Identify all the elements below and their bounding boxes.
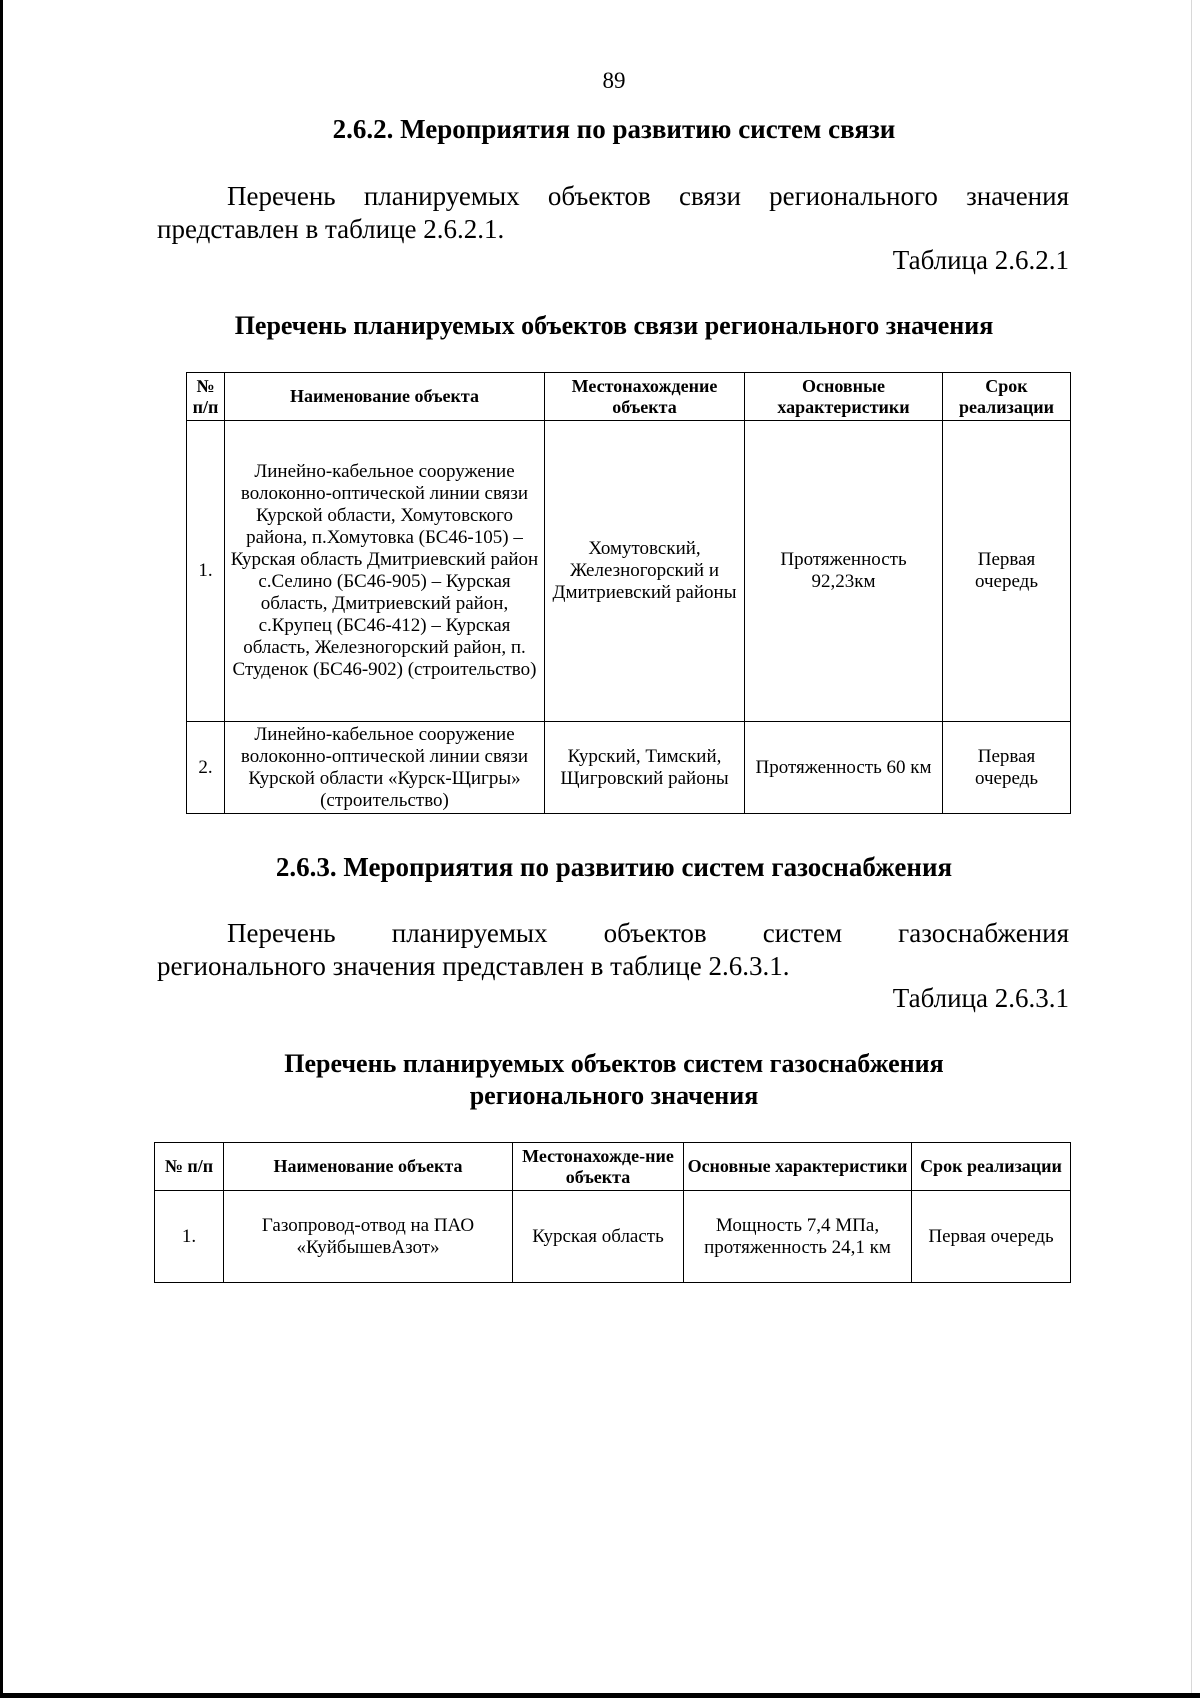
table-cell: Первая очередь — [943, 421, 1071, 722]
table-cell: Линейно-кабельное сооружение волоконно-оптической линии связи Курской области «Курск-Щигры» (строительство) — [225, 722, 545, 814]
table-title-2631-line2: регионального значения — [469, 1081, 759, 1110]
section-263-paragraph-line2: регионального значения представлен в таблице 2.6.3.1. — [157, 951, 790, 981]
table-row — [155, 1191, 1071, 1283]
table-cell: Мощность 7,4 МПа, протяженность 24,1 км — [684, 1191, 912, 1283]
section-262-paragraph-line1: Перечень планируемых объектов связи регионального значения — [227, 181, 1069, 211]
header-cell: Основные характеристики — [745, 373, 943, 421]
table-cell: Первая очередь — [943, 722, 1071, 814]
table-cell: Протяженность 92,23км — [745, 421, 943, 722]
header-cell: Наименование объекта — [225, 373, 545, 421]
section-263-paragraph — [157, 917, 1069, 983]
table-row — [187, 421, 1071, 722]
table-caption-2631: Таблица 2.6.3.1 — [892, 983, 1069, 1013]
table-caption-2621: Таблица 2.6.2.1 — [892, 245, 1069, 275]
table-cell: Протяженность 60 км — [745, 722, 943, 814]
table-cell: 1. — [155, 1191, 224, 1283]
scan-edge-bottom — [0, 1693, 1200, 1698]
header-cell: Срок реализации — [943, 373, 1071, 421]
header-cell: № п/п — [187, 373, 225, 421]
table-title-2631 — [0, 1048, 1200, 1112]
section-263-paragraph-line1: Перечень планируемых объектов систем газоснабжения — [227, 918, 1069, 948]
section-262-paragraph — [157, 180, 1069, 246]
table-title-2621: Перечень планируемых объектов связи регионального значения — [234, 311, 994, 340]
table-header-row — [187, 373, 1071, 421]
page-number: 89 — [602, 68, 626, 93]
table-cell: 1. — [187, 421, 225, 722]
header-cell: Основные характеристики — [684, 1143, 912, 1191]
table-cell: Курский, Тимский, Щигровский районы — [545, 722, 745, 814]
scan-edge-left — [0, 0, 3, 1698]
table-cell: 2. — [187, 722, 225, 814]
header-cell: № п/п — [155, 1143, 224, 1191]
section-heading-262: 2.6.2. Мероприятия по развитию систем связи — [332, 114, 896, 144]
section-heading-263: 2.6.3. Мероприятия по развитию систем газоснабжения — [275, 852, 953, 882]
header-cell: Срок реализации — [912, 1143, 1071, 1191]
section-262-paragraph-line2: представлен в таблице 2.6.2.1. — [157, 214, 505, 244]
table-row — [187, 722, 1071, 814]
table-cell: Первая очередь — [912, 1191, 1071, 1283]
scan-edge-right — [1191, 0, 1192, 1698]
table-cell: Хомутовский, Железногорский и Дмитриевский районы — [545, 421, 745, 722]
header-cell: Местонахождение объекта — [545, 373, 745, 421]
table-2631 — [154, 1142, 1071, 1283]
table-2621 — [186, 372, 1071, 814]
table-cell: Газопровод-отвод на ПАО «КуйбышевАзот» — [224, 1191, 513, 1283]
table-cell: Курская область — [513, 1191, 684, 1283]
table-header-row — [155, 1143, 1071, 1191]
table-cell: Линейно-кабельное сооружение волоконно-оптической линии связи Курской области, Хомутовского района, п.Хомутовка (БС46-105) – Курская область Дмитриевский район с.Селино (БС46-905) – Курская область, Дмитриевский район, с.Крупец (БС46-412) – Курская область, Железногорский район, п. Студенок (БС46-902) (строительство) — [225, 421, 545, 722]
header-cell: Местонахожде-ние объекта — [513, 1143, 684, 1191]
header-cell: Наименование объекта — [224, 1143, 513, 1191]
table-title-2631-line1: Перечень планируемых объектов систем газоснабжения — [284, 1049, 944, 1078]
